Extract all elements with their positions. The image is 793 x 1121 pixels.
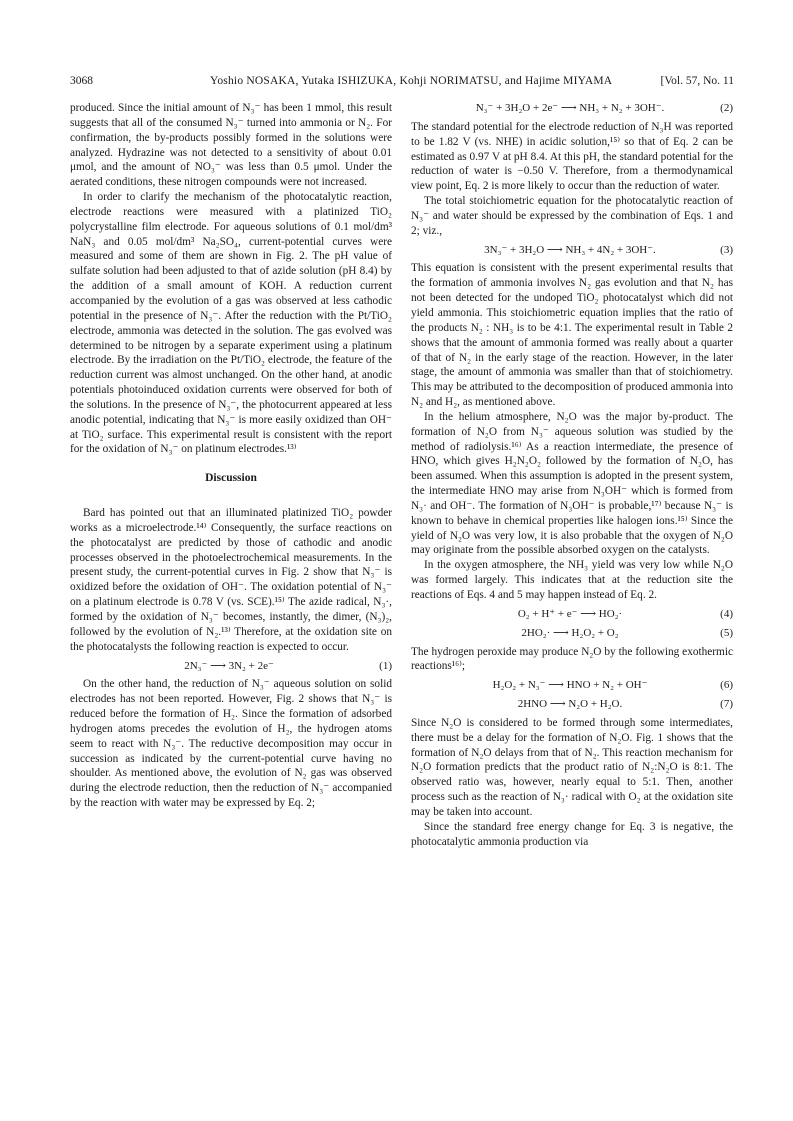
equation-number: (1) xyxy=(379,659,392,672)
equation-number: (6) xyxy=(720,679,733,692)
equation-body: H₂O₂ + N₃⁻ ⟶ HNO + N₂ + OH⁻ xyxy=(492,679,648,692)
equation-3 xyxy=(411,243,733,258)
equation-body: N₃⁻ + 3H₂O + 2e⁻ ⟶ NH₃ + N₂ + 3OH⁻. xyxy=(475,102,665,114)
paragraph: In the oxygen atmosphere, the NH₃ yield was very low while N₂O was formed largely. This indicates that at the reduction site the reactions of Eqs. 4 and 5 may happen instead of Eq. 2. xyxy=(411,559,733,601)
paragraph: In the helium atmosphere, N₂O was the major by-product. The formation of N₂O from N₃⁻ aqueous solution was studied by the method of radiolysis.¹⁶⁾ As a reaction intermediate, the presence of HNO, which gives H₂N₂O₂ followed by the formation of N₂O, has been assumed. When this assumption is adopted in the present system, the intermediate HNO may arise from N₃OH⁻ which is formed from N₃· and OH⁻. The formation of N₃OH⁻ is probable,¹⁷⁾ because N₃⁻ is known to behave in chemical properties like halogen ions.¹⁵⁾ Since the yield of N₂O was very low, it is also probable that the oxygen of N₂O may originate from the possible absorbed oxygen on the catalysts. xyxy=(411,410,733,557)
equation-body: 2HO₂· ⟶ H₂O₂ + O₂ xyxy=(521,626,619,639)
running-header-authors: Yoshio NOSAKA, Yutaka ISHIZUKA, Kohji NORIMATSU, and Hajime MIYAMA xyxy=(210,75,613,87)
equation-number: (4) xyxy=(720,607,733,620)
equation-2 xyxy=(411,101,733,116)
page-number: 3068 xyxy=(70,75,93,87)
right-column xyxy=(411,101,733,850)
journal-volume: [Vol. 57, No. 11 xyxy=(660,75,734,87)
equation-number: (7) xyxy=(720,698,733,711)
section-heading-discussion: Discussion xyxy=(205,472,257,485)
equation-5 xyxy=(411,626,733,641)
paragraph: produced. Since the initial amount of N₃⁻ has been 1 mmol, this result suggests that all of the consumed N₃⁻ turned into ammonia or N₂. For confirmation, the by-products possibly formed in the solutions were analyzed. Hydrazine was not detected to a sensitivity of about 0.01 μmol, and the amount of NO₃⁻ was less than 0.5 μmol. Under the aerated conditions, these nitrogen compounds were not increased. xyxy=(70,102,392,189)
paragraph: The standard potential for the electrode reduction of N₃H was reported to be 1.82 V (vs. NHE) in acidic solution,¹⁵⁾ so that of Eq. 2 can be estimated as 0.97 V at pH 8.4. At this pH, the standard potential for the reduction of water is −0.50 V. Therefore, from a thermodynamical view point, Eq. 2 is more likely to occur than the reduction of water. xyxy=(411,120,733,193)
paragraph: Bard has pointed out that an illuminated platinized TiO₂ powder works as a microelectrode.¹⁴⁾ Consequently, the surface reactions on the photocatalyst are predicted by those of cathodic and anodic processes observed in the photoelectrochemical measurements. In the present study, the current-potential curves in Fig. 2 show that N₃⁻ is oxidized before the oxidation of OH⁻. The oxidation potential of N₃⁻ on a platinum electrode is 0.78 V (vs. SCE).¹⁵⁾ The azide radical, N₃·, formed by the oxidation of N₃⁻ becomes, instantly, the dimer, (N₃)₂, followed by the evolution of N₂.¹³⁾ Therefore, at the oxidation site on the photocatalysts the following reaction is expected to occur. xyxy=(70,507,392,653)
equation-number: (5) xyxy=(720,626,733,639)
equation-number: (2) xyxy=(720,102,733,114)
paragraph: On the other hand, the reduction of N₃⁻ aqueous solution on solid electrodes has not been reported. However, Fig. 2 shows that N₃⁻ is reduced before the formation of H₂. Since the formation of adsorbed hydrogen atoms precedes the evolution of H₂, the hydrogen atoms seem to react with N₃⁻. The reductive decomposition may occur in succession as indicated by the current-potential curve having no shoulder. As mentioned above, the evolution of N₂ gas was observed during the electrode reduction, then the reduction of N₃⁻ accompanied by the reaction with water may be expressed by Eq. 2; xyxy=(70,678,392,810)
equation-body: 2N₃⁻ ⟶ 3N₂ + 2e⁻ xyxy=(184,659,274,672)
left-column xyxy=(70,101,392,811)
running-header xyxy=(70,73,734,89)
equation-body: O₂ + H⁺ + e⁻ ⟶ HO₂· xyxy=(517,607,623,620)
equation-body: 3N₃⁻ + 3H₂O ⟶ NH₃ + 4N₂ + 3OH⁻. xyxy=(484,243,656,256)
paragraph: The hydrogen peroxide may produce N₂O by the following exothermic reactions¹⁶⁾; xyxy=(411,645,733,673)
equation-1 xyxy=(70,659,392,674)
paragraph: The total stoichiometric equation for the photocatalytic reaction of N₃⁻ and water should be expressed by the combination of Eqs. 1 and 2; viz., xyxy=(411,195,733,237)
equation-4 xyxy=(411,607,733,622)
paragraph: Since N₂O is considered to be formed through some intermediates, there must be a delay for the formation of N₂O. Fig. 1 shows that the formation of N₂O delays from that of N₂. This reaction mechanism for N₂O formation predicts that the product ratio of N₂:N₂O is 8:1. The observed ratio was, however, nearly equal to 5:1. Then, another process such as the reaction of N₃· radical with O₂ at the oxidation site may be taken into account. xyxy=(411,716,733,818)
equation-number: (3) xyxy=(720,243,733,256)
paragraph: This equation is consistent with the present experimental results that the formation of ammonia involves N₂ gas evolution and that N₂ has not been detected for the undoped TiO₂ photocatalyst which did not yield ammonia. This stoichiometric equation implies that the ratio of the products N₂ : NH₃ is to be 4:1. The experimental result in Table 2 shows that the amount of ammonia formed was really about a quarter of that of N₂ in the early stage of the reaction. However, in the later stage, the amount of ammonia was smaller than that of stoichiometry. This may be attributed to the decomposition of produced ammonia into N₂ and H₂, as mentioned above. xyxy=(411,262,733,409)
paragraph: In order to clarify the mechanism of the photocatalytic reaction, electrode reactions were measured with a platinized TiO₂ polycrystalline film electrode. For aqueous solutions of 0.1 mol/dm³ NaN₃ and 0.05 mol/dm³ Na₂SO₄, current-potential curves were measured and some of them are shown in Fig. 2. The pH value of sulfate solution had been adjusted to that of azide solution (pH 8.4) by the addition of a small amount of KOH. A reduction current accompanied by the evolution of a gas was observed at less cathodic potential in the presence of N₃⁻. After the reduction with the Pt/TiO₂ electrode, ammonia was detected in the solution. The gas evolved was determined to be nitrogen by a separate experiment using a platinum electrode. By the irradiation on the Pt/TiO₂ electrode, the feature of the reduction current was almost unchanged. On the other hand, at anodic potentials photoinduced oxidation currents were observed for both of the solutions. In the presence of N₃⁻, the photocurrent appeared at less anodic potential, indicating that N₃⁻ is more easily oxidized than OH⁻ at TiO₂ surface. This experimental result is consistent with the report for the oxidation of N₃⁻ on platinum electrodes.¹³⁾ xyxy=(70,191,392,456)
equation-body: 2HNO ⟶ N₂O + H₂O. xyxy=(517,698,623,711)
equation-6 xyxy=(411,678,733,693)
paragraph: Since the standard free energy change for Eq. 3 is negative, the photocatalytic ammonia production via xyxy=(411,820,733,848)
equation-7 xyxy=(411,697,733,712)
